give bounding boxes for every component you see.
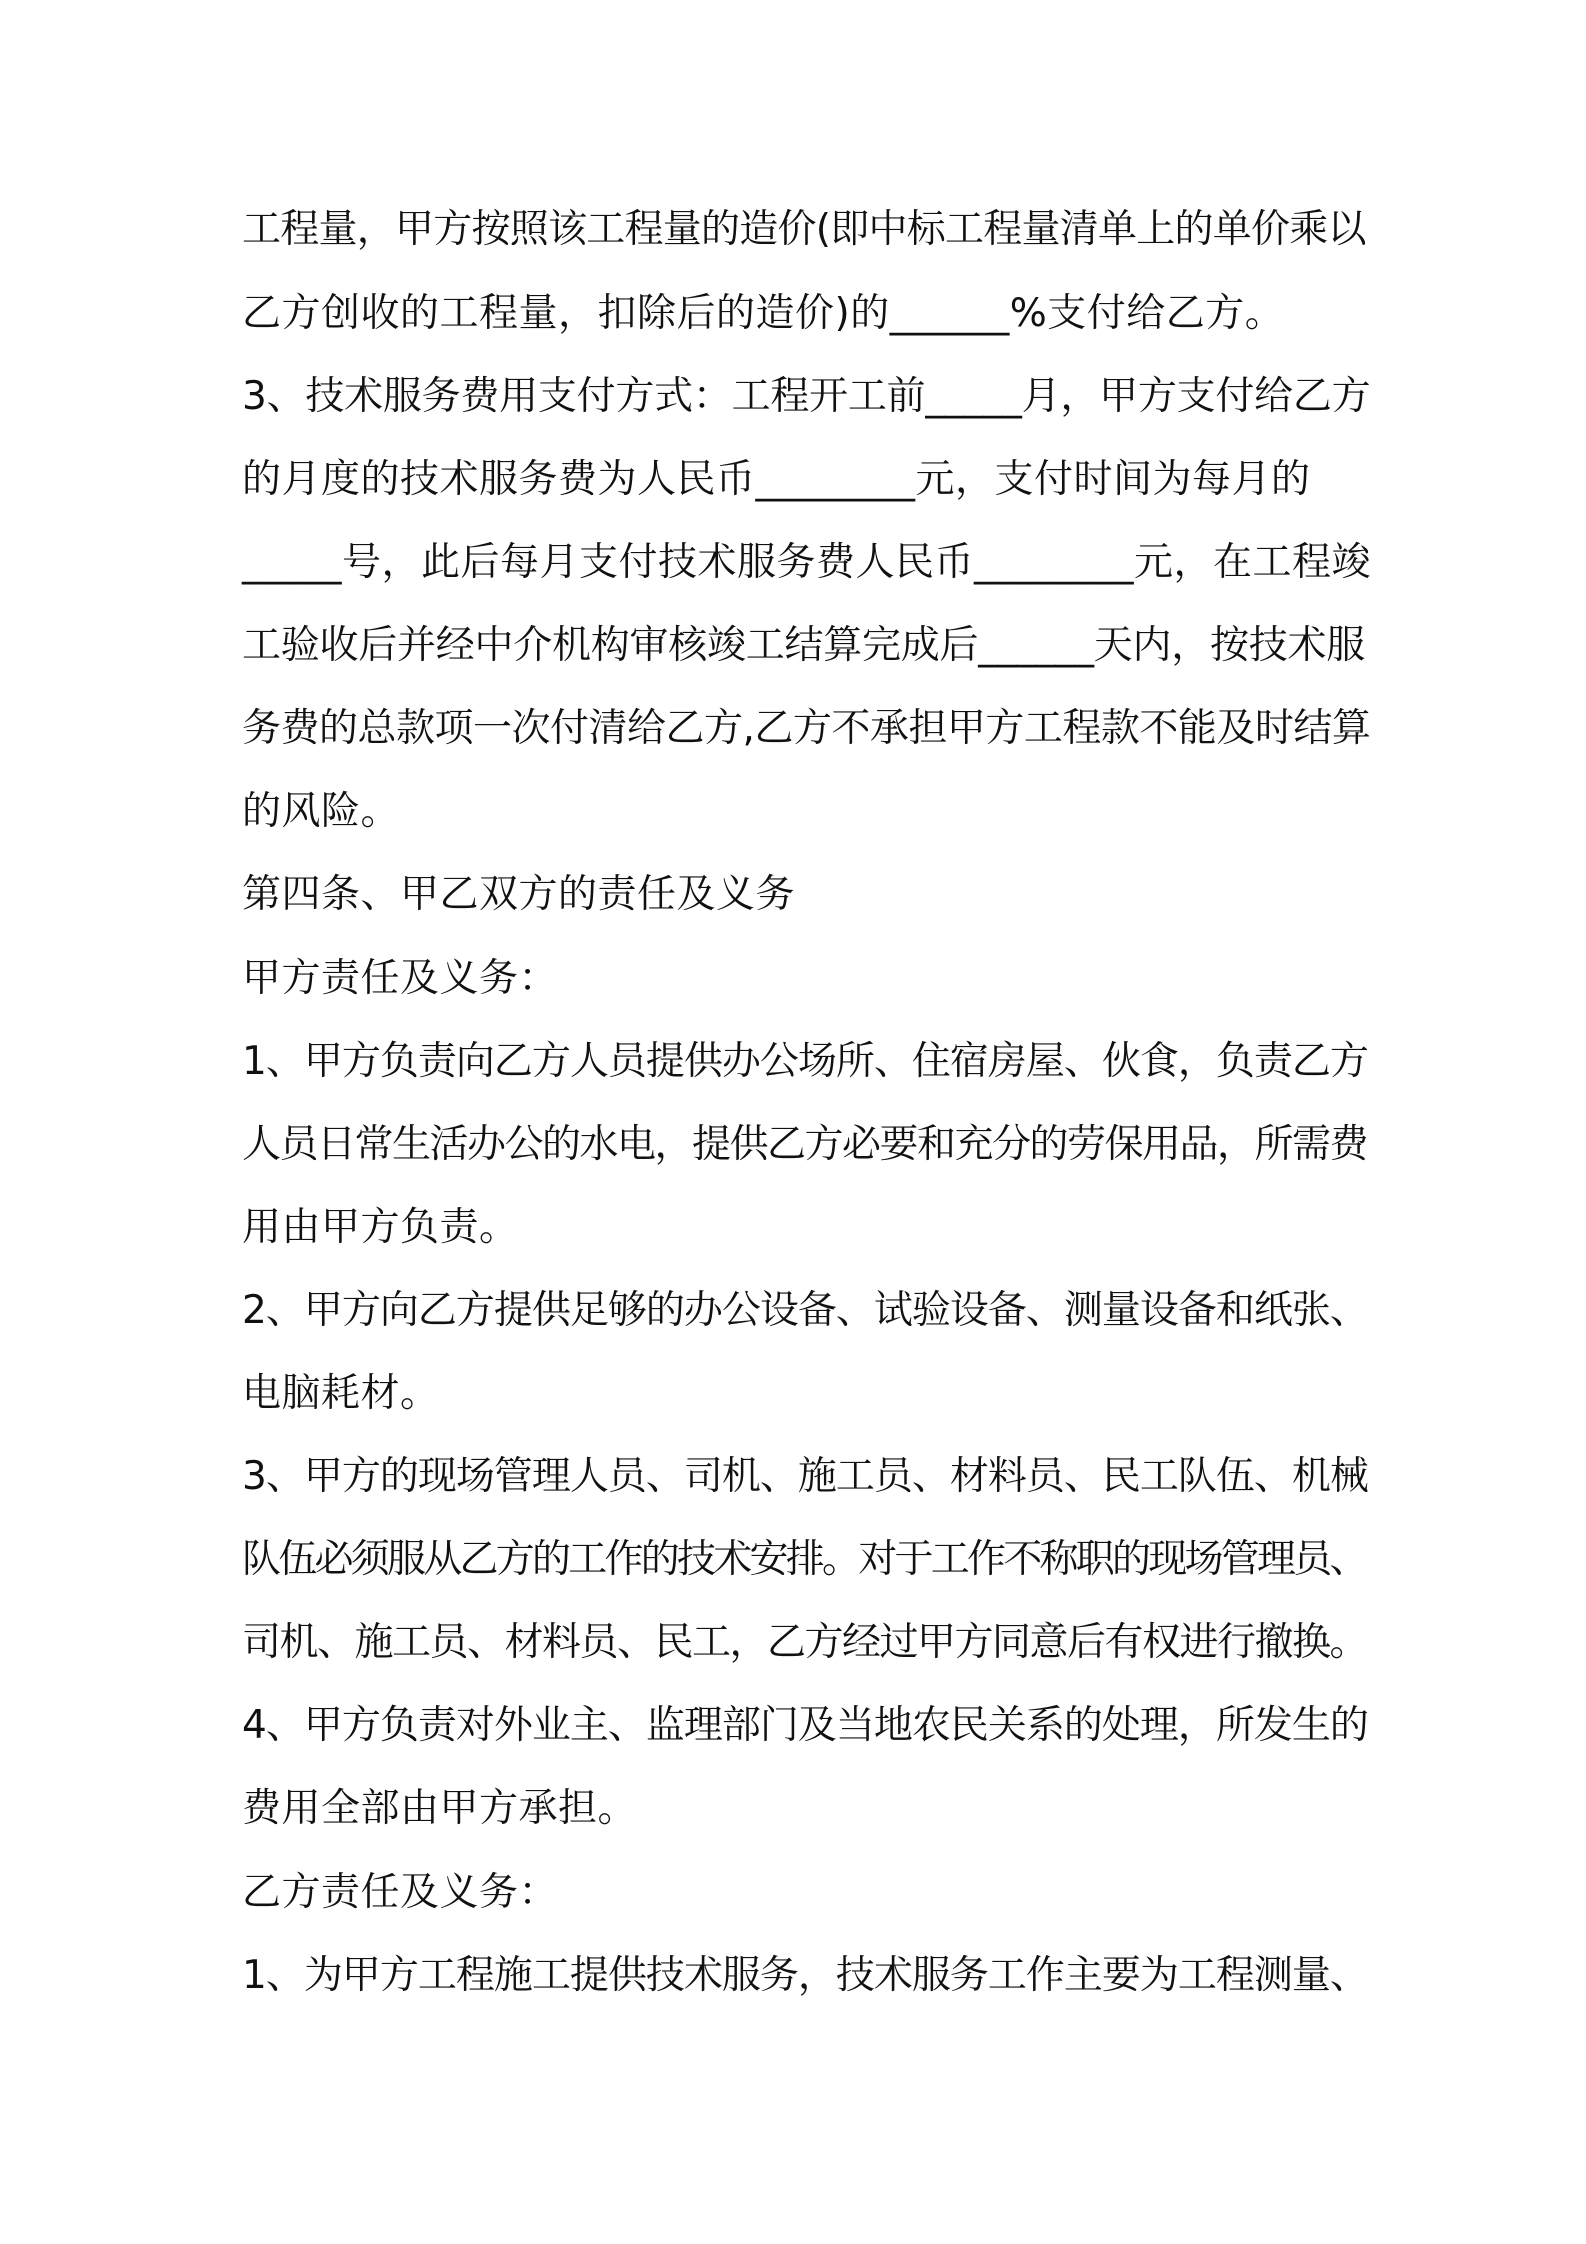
subheading: 甲方责任及义务： [242,956,559,1001]
text-line: 务费的总款项一次付清给乙方,乙方不承担甲方工程款不能及时结算 [242,706,1371,751]
text-line: 人员日常生活办公的水电，提供乙方必要和充分的劳保用品，所需费 [242,1122,1368,1167]
text-line: 2、甲方向乙方提供足够的办公设备、试验设备、测量设备和纸张、 [242,1288,1368,1333]
text-line: 司机、施工员、材料员、民工，乙方经过甲方同意后有权进行撤换。 [242,1620,1368,1665]
subheading: 乙方责任及义务： [242,1870,559,1915]
text-line: 队伍必须服从乙方的工作的技术安排。对于工作不称职的现场管理员、 [242,1537,1366,1582]
text-line: 乙方创收的工程量，扣除后的造价)的______%支付给乙方。 [242,291,1285,336]
text-line: 工程量，甲方按照该工程量的造价(即中标工程量清单上的单价乘以 [242,207,1366,252]
section-heading: 第四条、甲乙双方的责任及义务 [242,872,796,917]
text-line: 电脑耗材。 [242,1371,440,1416]
text-line: 用由甲方负责。 [242,1205,519,1250]
text-line: 费用全部由甲方承担。 [242,1786,638,1831]
text-line: 1、为甲方工程施工提供技术服务，技术服务工作主要为工程测量、 [242,1953,1368,1998]
text-line: 4、甲方负责对外业主、监理部门及当地农民关系的处理，所发生的 [242,1703,1368,1748]
text-line: 3、技术服务费用支付方式：工程开工前_____月，甲方支付给乙方 [242,374,1371,419]
text-line: 的月度的技术服务费为人民币________元，支付时间为每月的 [242,457,1311,502]
text-line: _____号，此后每月支付技术服务费人民币________元，在工程竣 [242,540,1372,585]
text-line: 1、甲方负责向乙方人员提供办公场所、住宿房屋、伙食，负责乙方 [242,1039,1368,1084]
text-line: 工验收后并经中介机构审核竣工结算完成后______天内，按技术服 [242,623,1366,668]
text-line: 的风险。 [242,789,401,834]
text-line: 3、甲方的现场管理人员、司机、施工员、材料员、民工队伍、机械 [242,1454,1368,1499]
